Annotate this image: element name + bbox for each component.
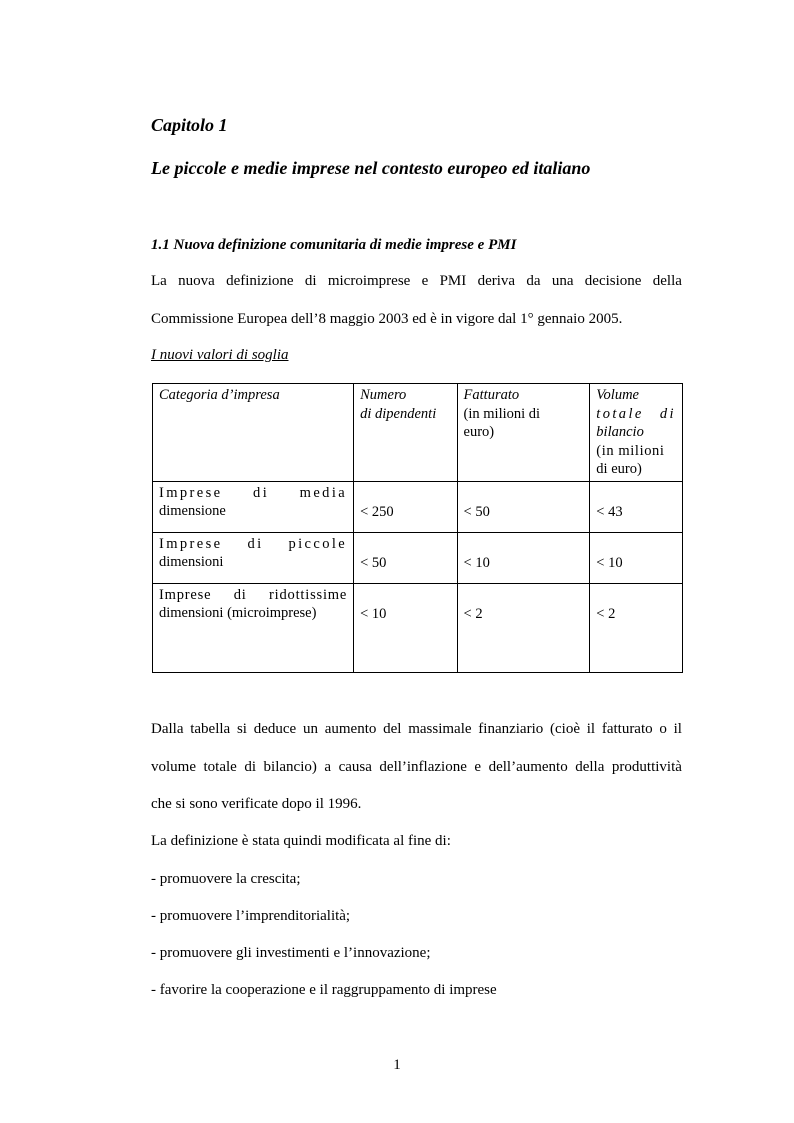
word: aumento <box>324 721 377 737</box>
cat-word: media <box>299 484 348 501</box>
word: causa <box>338 759 372 775</box>
cat-word: ridottissime <box>269 586 348 603</box>
cat-word: di <box>253 484 270 501</box>
word: decisione <box>584 273 642 289</box>
header-employees <box>354 384 457 482</box>
header-turnover-line3: euro) <box>463 424 495 440</box>
word: o <box>659 721 667 737</box>
word: dell’inflazione <box>379 759 467 775</box>
intro-line-2: Commissione Europea dell’8 maggio 2003 ed è in vigore dal 1° gennaio 2005. <box>151 311 623 327</box>
intro-line-1 <box>151 273 682 290</box>
cell-employees: < 250 <box>354 481 457 532</box>
word: da <box>526 273 541 289</box>
cell-category-line2: dimensione <box>159 502 226 519</box>
word: tabella <box>190 721 231 737</box>
word: finanziario <box>478 721 544 737</box>
word: bilancio) <box>263 759 317 775</box>
header-balance <box>590 384 683 482</box>
header-balance-line2b: di <box>659 405 676 422</box>
chapter-title: Le piccole e medie imprese nel contesto europeo ed italiano <box>151 158 591 178</box>
cell-balance: < 43 <box>590 481 683 532</box>
word: volume <box>151 759 196 775</box>
cell-balance: < 2 <box>590 583 683 672</box>
header-category <box>153 384 354 482</box>
cell-balance: < 10 <box>590 532 683 583</box>
threshold-table <box>152 383 683 673</box>
word: e <box>421 273 429 289</box>
word: deriva <box>477 273 516 289</box>
header-balance-line5: di euro) <box>596 461 642 477</box>
word: dell’aumento <box>488 759 568 775</box>
cell-turnover: < 10 <box>457 532 590 583</box>
cell-category-line1 <box>159 484 347 502</box>
word: nuova <box>178 273 215 289</box>
word: il <box>673 721 682 737</box>
cell-turnover: < 50 <box>457 481 590 532</box>
word: (cioè <box>550 721 580 737</box>
cat-word: di <box>247 535 264 552</box>
header-turnover-line2: (in milioni di <box>463 405 541 422</box>
header-turnover <box>457 384 590 482</box>
bullet-item: - promuovere l’imprenditorialità; <box>151 908 351 924</box>
cell-employees: < 50 <box>354 532 457 583</box>
word: una <box>551 273 574 289</box>
word: della <box>575 759 605 775</box>
cell-category <box>153 583 354 672</box>
word: della <box>652 273 682 289</box>
header-balance-line3: bilancio <box>596 424 644 440</box>
table-header-row <box>153 384 683 482</box>
header-turnover-line1: Fatturato <box>463 387 520 403</box>
header-balance-line2a: totale <box>596 405 644 422</box>
cat-word: di <box>233 586 247 603</box>
word: del <box>383 721 402 737</box>
table-row <box>153 532 683 583</box>
word: PMI <box>439 273 467 289</box>
cell-category-line1 <box>159 586 347 604</box>
cat-word: Imprese <box>159 586 212 603</box>
table-row <box>153 481 683 532</box>
cell-category-line2: dimensioni (microimprese) <box>159 604 317 621</box>
word: totale <box>203 759 237 775</box>
body-p1-line1 <box>151 721 682 738</box>
word: definizione <box>226 273 294 289</box>
section-heading: 1.1 Nuova definizione comunitaria di medie imprese e PMI <box>151 237 517 253</box>
body-p1-line1-justified <box>151 721 682 738</box>
header-balance-line2 <box>596 405 676 424</box>
header-balance-line4: (in milioni <box>596 442 665 459</box>
body-p2: La definizione è stata quindi modificata al fine di: <box>151 833 451 849</box>
word: Dalla <box>151 721 184 737</box>
word: di <box>304 273 317 289</box>
word: si <box>236 721 247 737</box>
body-p1-line3: che si sono verificate dopo il 1996. <box>151 796 362 812</box>
bullet-item: - favorire la cooperazione e il raggruppamento di imprese <box>151 982 497 998</box>
cell-turnover: < 2 <box>457 583 590 672</box>
word: a <box>324 759 332 775</box>
word: deduce <box>253 721 297 737</box>
table-caption: I nuovi valori di soglia <box>151 347 289 363</box>
cell-category <box>153 532 354 583</box>
cell-category-line1 <box>159 535 347 553</box>
body-p1-line2 <box>151 759 682 776</box>
cell-category <box>153 481 354 532</box>
word: il <box>586 721 596 737</box>
word: di <box>244 759 257 775</box>
word: massimale <box>408 721 472 737</box>
table-row <box>153 583 683 672</box>
word: un <box>302 721 318 737</box>
header-employees-line2: di dipendenti <box>360 405 437 422</box>
cat-word: piccole <box>288 535 348 552</box>
chapter-label: Capitolo 1 <box>151 115 228 135</box>
body-p1-line2-justified <box>151 759 682 776</box>
bullet-item: - promuovere la crescita; <box>151 871 301 887</box>
bullet-item: - promuovere gli investimenti e l’innovazione; <box>151 945 431 961</box>
word: microimprese <box>327 273 411 289</box>
word: produttività <box>611 759 682 775</box>
cat-word: Imprese <box>159 535 223 552</box>
cell-category-line2: dimensioni <box>159 553 224 570</box>
header-category-text: Categoria d’impresa <box>159 387 280 403</box>
cell-employees: < 10 <box>354 583 457 672</box>
word: e <box>474 759 482 775</box>
cat-word: Imprese <box>159 484 223 501</box>
intro-line-1-justified <box>151 273 682 290</box>
word: La <box>151 273 167 289</box>
header-employees-line1: Numero <box>360 387 407 403</box>
page-number: 1 <box>393 1057 401 1073</box>
word: fatturato <box>601 721 653 737</box>
header-balance-line1: Volume <box>596 387 639 403</box>
